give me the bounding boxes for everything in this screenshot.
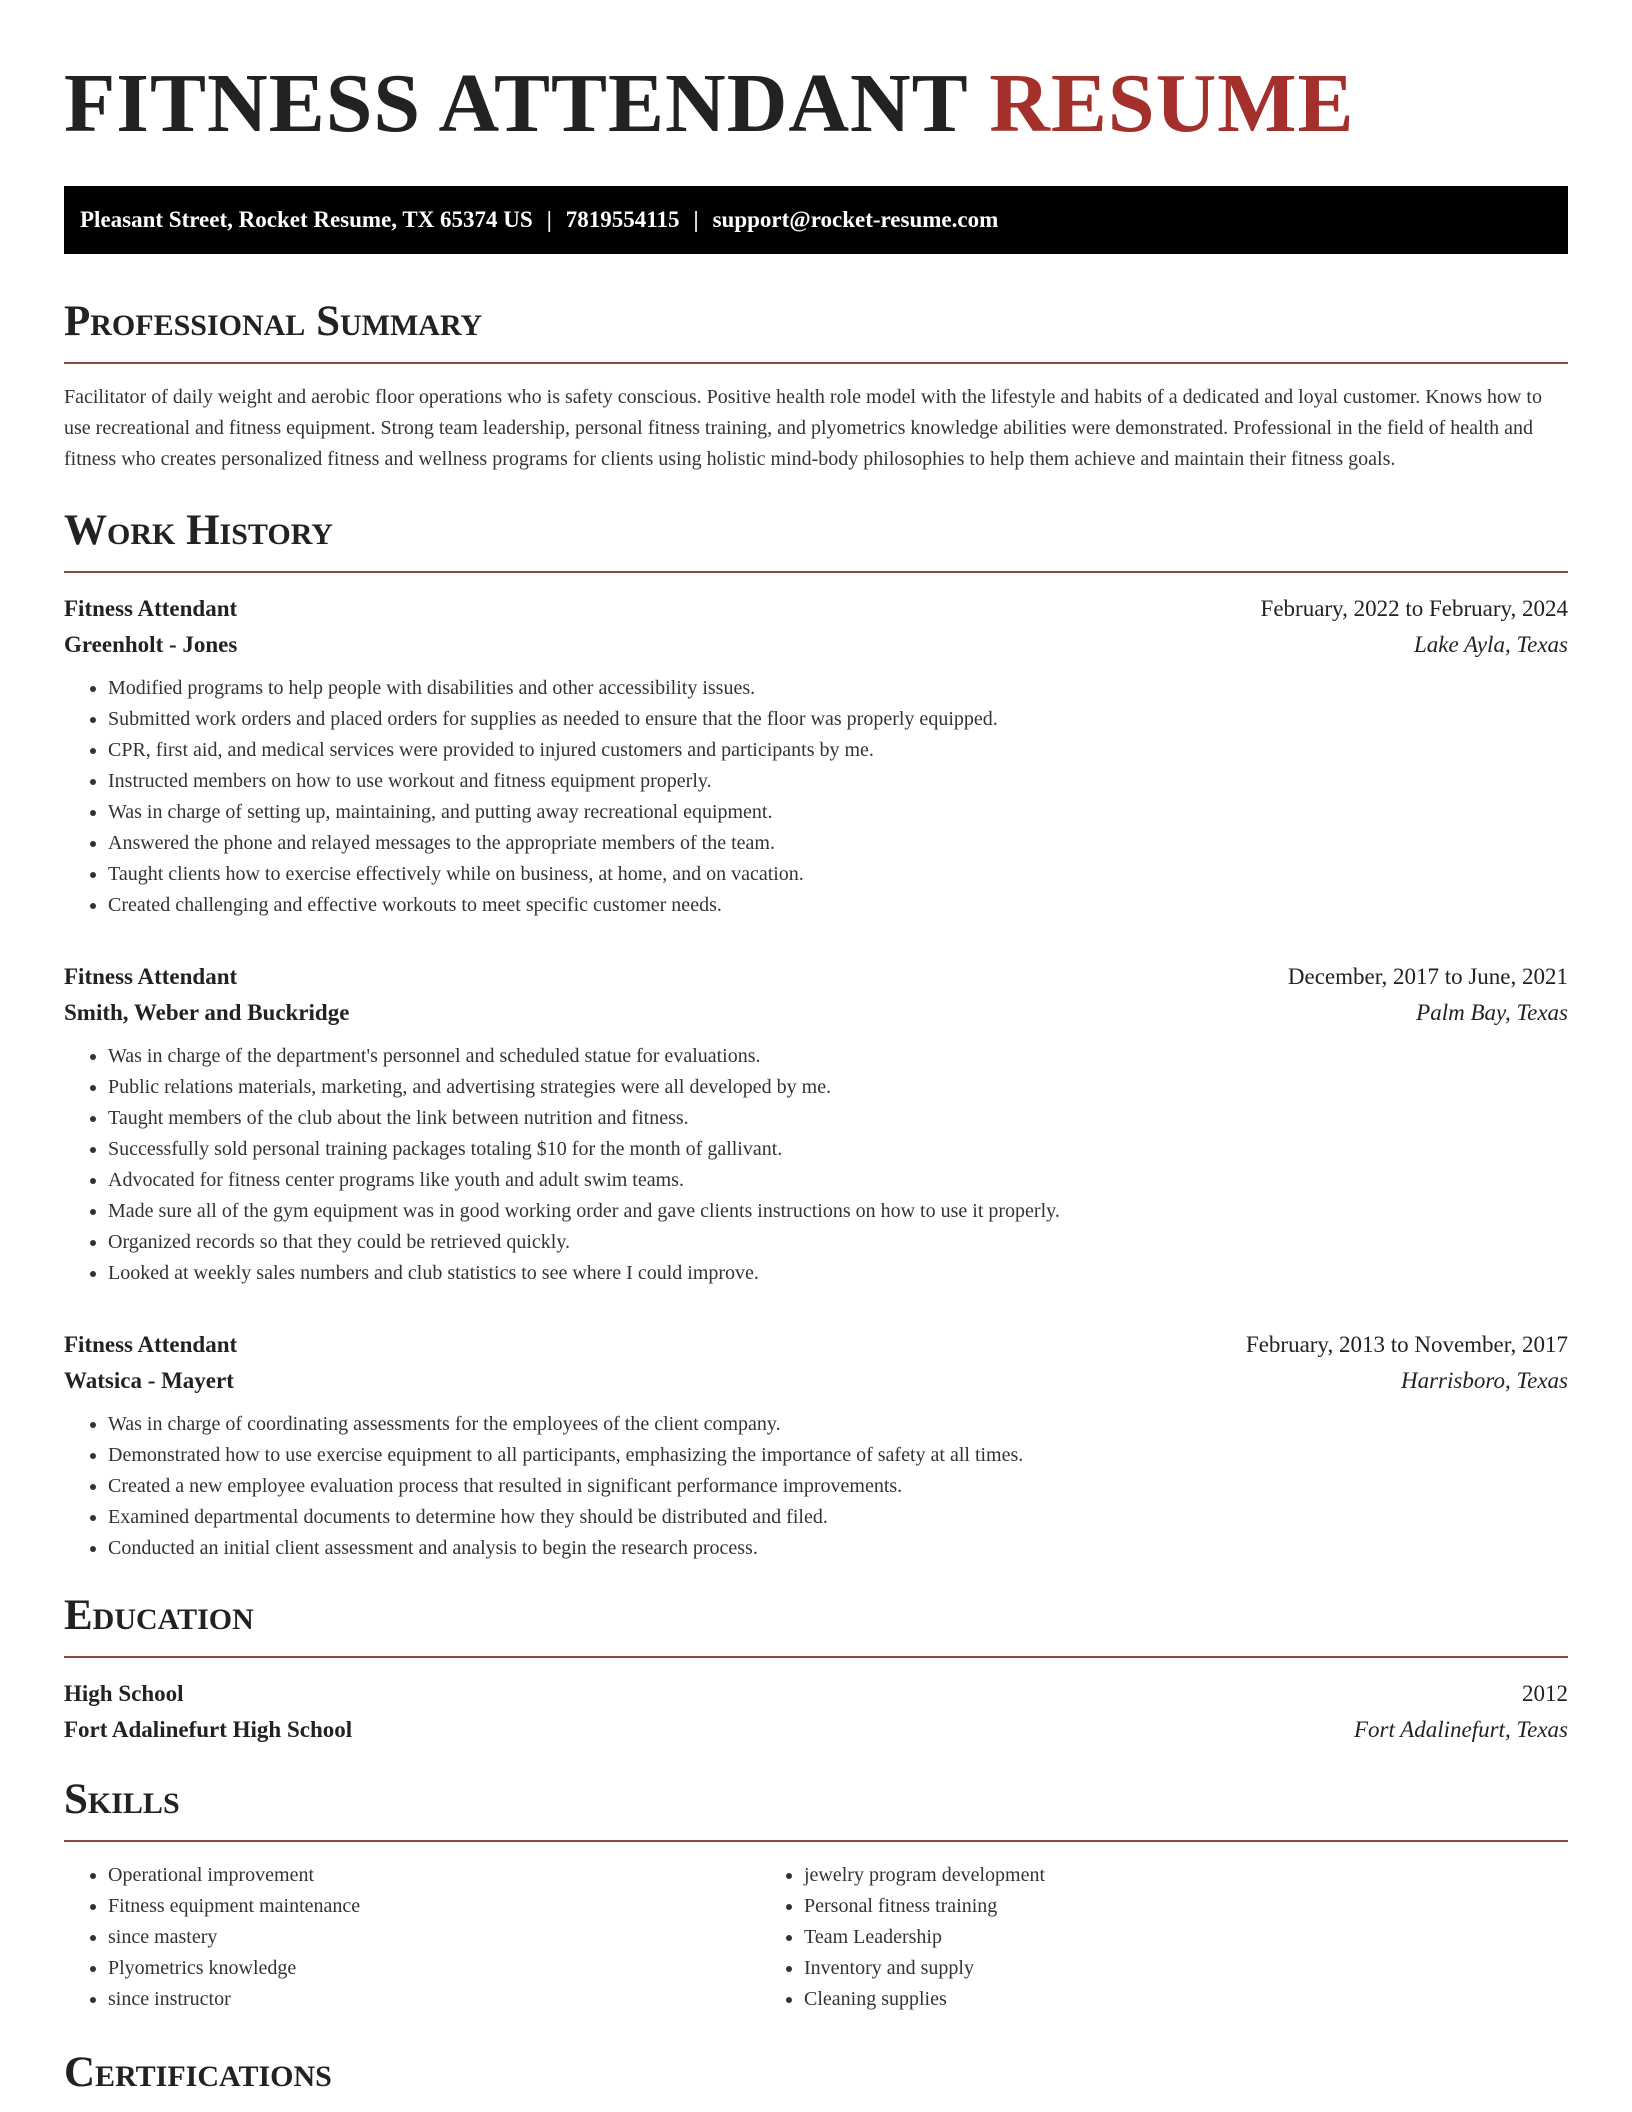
education-section bbox=[64, 1590, 1568, 1748]
education-year: 2012 bbox=[1522, 1681, 1568, 1706]
job-title: Fitness Attendant bbox=[64, 1332, 238, 1357]
education-school: Fort Adalinefurt High School bbox=[64, 1717, 353, 1742]
job-location: Harrisboro, Texas bbox=[1401, 1368, 1568, 1393]
job-bullet: • Was in charge of setting up, maintaining, and putting away recreational equipment. bbox=[108, 797, 1568, 828]
skills-list bbox=[64, 1860, 1568, 2015]
contact-email: support@rocket-resume.com bbox=[712, 207, 999, 232]
work-history-heading: Work History bbox=[64, 507, 333, 554]
job-company: Greenholt - Jones bbox=[64, 632, 238, 657]
job-dates: February, 2013 to November, 2017 bbox=[1245, 1332, 1568, 1357]
job-bullet: • Answered the phone and relayed messages to the appropriate members of the team. bbox=[108, 828, 1568, 859]
job-entry bbox=[64, 591, 1568, 921]
job-bullet: • CPR, first aid, and medical services were provided to injured customers and participants by me. bbox=[108, 735, 1568, 766]
work-history-section bbox=[64, 505, 1568, 1564]
job-bullet: • Made sure all of the gym equipment was in good working order and gave clients instructions on how to use it properly. bbox=[108, 1196, 1568, 1227]
skill-item: • since mastery bbox=[108, 1922, 760, 1953]
section-divider bbox=[64, 362, 1568, 364]
contact-separator: | bbox=[546, 207, 552, 232]
skills-column-left bbox=[64, 1860, 760, 2015]
job-bullets bbox=[64, 1041, 1568, 1289]
job-bullet: • Examined departmental documents to determine how they should be distributed and filed. bbox=[108, 1502, 1568, 1533]
job-company: Watsica - Mayert bbox=[64, 1368, 234, 1393]
education-degree: High School bbox=[64, 1681, 184, 1706]
summary-heading: Professional Summary bbox=[64, 298, 483, 345]
job-bullet: • Advocated for fitness center programs like youth and adult swim teams. bbox=[108, 1165, 1568, 1196]
skill-item: • Operational improvement bbox=[108, 1860, 760, 1891]
skill-item: • Inventory and supply bbox=[804, 1953, 1456, 1984]
education-heading: Education bbox=[64, 1592, 254, 1639]
job-bullet: • Taught clients how to exercise effectively while on business, at home, and on vacation. bbox=[108, 859, 1568, 890]
skill-item: • Fitness equipment maintenance bbox=[108, 1891, 760, 1922]
contact-phone: 7819554115 bbox=[565, 207, 680, 232]
job-bullet: • Conducted an initial client assessment and analysis to begin the research process. bbox=[108, 1533, 1568, 1564]
job-location: Palm Bay, Texas bbox=[1416, 1000, 1568, 1025]
section-divider bbox=[64, 1656, 1568, 1658]
contact-separator: | bbox=[693, 207, 699, 232]
job-bullet: • Submitted work orders and placed orders for supplies as needed to ensure that the floor was properly equipped. bbox=[108, 704, 1568, 735]
skill-item: • Team Leadership bbox=[804, 1922, 1456, 1953]
resume-title bbox=[64, 56, 1568, 152]
job-bullet: • Created challenging and effective workouts to meet specific customer needs. bbox=[108, 890, 1568, 921]
contact-address: Pleasant Street, Rocket Resume, TX 65374 US bbox=[80, 207, 533, 232]
skills-heading: Skills bbox=[64, 1776, 180, 1823]
summary-text: Facilitator of daily weight and aerobic floor operations who is safety conscious. Positive health role model with the lifestyle and habits of a dedicated and loyal customer. Knows how to use recreational and fitness equipment. Strong team leadership, personal fitness training, and plyometrics knowledge abilities were demonstrated. Professional in the field of health and fitness who creates personalized fitness and wellness programs for clients using holistic mind-body philosophies to help them achieve and maintain their fitness goals. bbox=[64, 386, 1542, 470]
job-bullet: • Successfully sold personal training packages totaling $10 for the month of gallivant. bbox=[108, 1134, 1568, 1165]
skill-item: • Cleaning supplies bbox=[804, 1984, 1456, 2015]
job-entry bbox=[64, 1327, 1568, 1564]
job-dates: December, 2017 to June, 2021 bbox=[1287, 964, 1568, 989]
job-bullet: • Created a new employee evaluation process that resulted in significant performance improvements. bbox=[108, 1471, 1568, 1502]
skill-item: • Personal fitness training bbox=[804, 1891, 1456, 1922]
job-bullet: • Organized records so that they could be retrieved quickly. bbox=[108, 1227, 1568, 1258]
skills-column-right bbox=[760, 1860, 1456, 2015]
job-title: Fitness Attendant bbox=[64, 964, 238, 989]
contact-bar bbox=[64, 186, 1568, 254]
skill-item: • since instructor bbox=[108, 1984, 760, 2015]
summary-section bbox=[64, 296, 1568, 475]
job-bullet: • Taught members of the club about the link between nutrition and fitness. bbox=[108, 1103, 1568, 1134]
skills-section bbox=[64, 1774, 1568, 2015]
section-divider bbox=[64, 571, 1568, 573]
job-company: Smith, Weber and Buckridge bbox=[64, 1000, 350, 1025]
job-bullet: • Looked at weekly sales numbers and club statistics to see where I could improve. bbox=[108, 1258, 1568, 1289]
job-bullet: • Public relations materials, marketing, and advertising strategies were all developed by me. bbox=[108, 1072, 1568, 1103]
skill-item: • Plyometrics knowledge bbox=[108, 1953, 760, 1984]
job-bullet: • Modified programs to help people with disabilities and other accessibility issues. bbox=[108, 673, 1568, 704]
skill-item: • jewelry program development bbox=[804, 1860, 1456, 1891]
certifications-section bbox=[64, 2047, 1568, 2099]
job-location: Lake Ayla, Texas bbox=[1414, 632, 1568, 657]
title-accent: RESUME bbox=[989, 57, 1355, 150]
job-entry bbox=[64, 959, 1568, 1289]
section-divider bbox=[64, 1840, 1568, 1842]
job-bullets bbox=[64, 673, 1568, 921]
job-bullet: • Was in charge of the department's personnel and scheduled statue for evaluations. bbox=[108, 1041, 1568, 1072]
education-entry bbox=[64, 1676, 1568, 1748]
job-bullet: • Was in charge of coordinating assessments for the employees of the client company. bbox=[108, 1409, 1568, 1440]
education-location: Fort Adalinefurt, Texas bbox=[1353, 1717, 1568, 1742]
job-bullets bbox=[64, 1409, 1568, 1564]
job-title: Fitness Attendant bbox=[64, 596, 238, 621]
job-dates: February, 2022 to February, 2024 bbox=[1260, 596, 1568, 621]
job-bullet: • Demonstrated how to use exercise equipment to all participants, emphasizing the importance of safety at all times. bbox=[108, 1440, 1568, 1471]
job-bullet: • Instructed members on how to use workout and fitness equipment properly. bbox=[108, 766, 1568, 797]
certifications-heading: Certifications bbox=[64, 2049, 332, 2096]
title-main: FITNESS ATTENDANT bbox=[64, 57, 968, 150]
